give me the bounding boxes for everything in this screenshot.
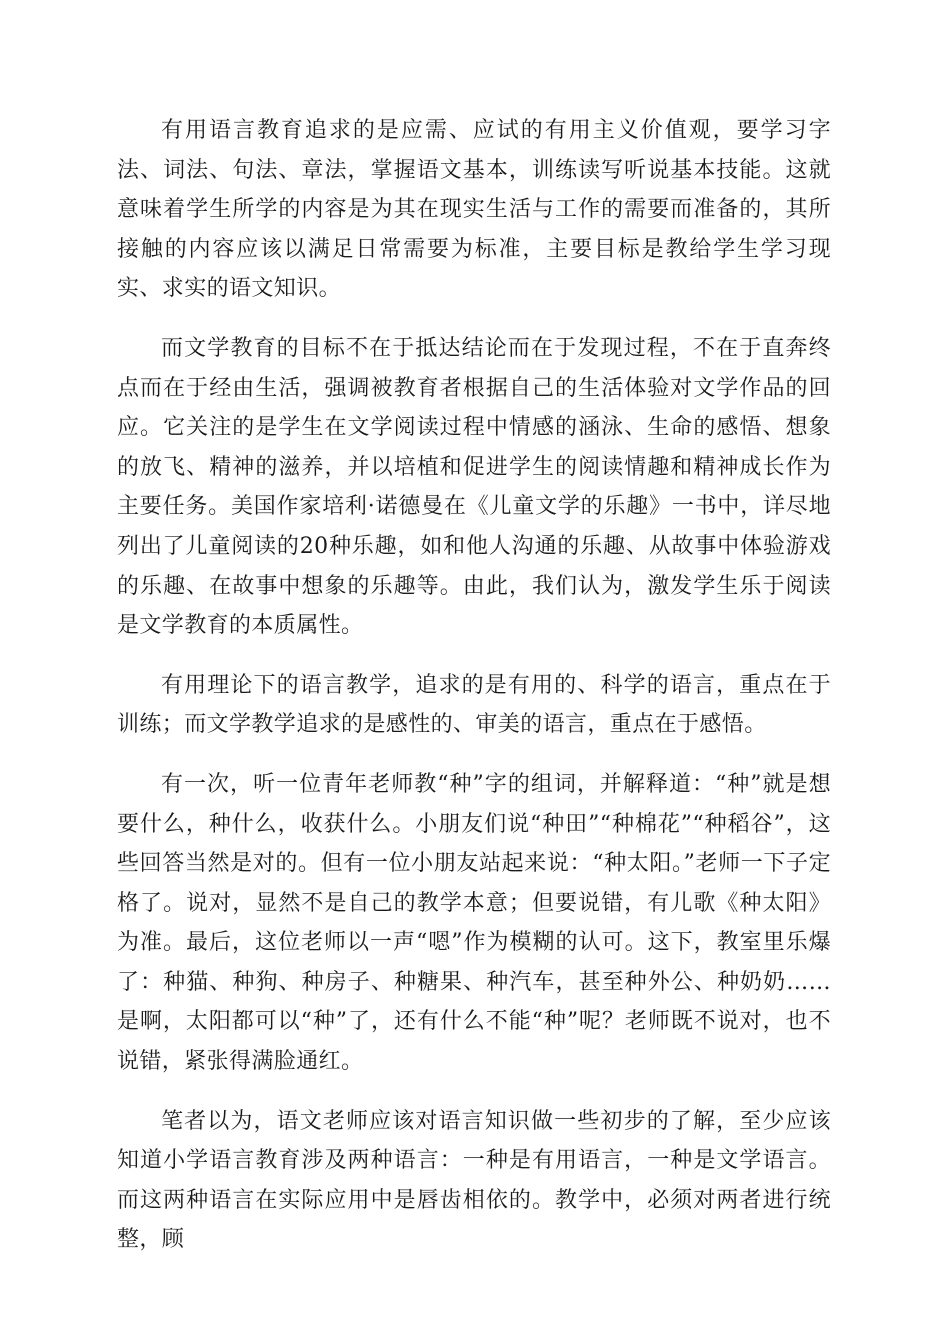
document-body bbox=[117, 111, 831, 1280]
paragraph: 笔者以为，语文老师应该对语言知识做一些初步的了解，至少应该知道小学语言教育涉及两种语言：一种是有用语言，一种是文学语言。而这两种语言在实际应用中是唇齿相依的。教学中，必须对两者进行统整，顾 bbox=[117, 1108, 831, 1253]
paragraph: 有用语言教育追求的是应需、应试的有用主义价值观，要学习字法、词法、句法、章法，掌握语文基本，训练读写听说基本技能。这就意味着学生所学的内容是为其在现实生活与工作的需要而准备的，其所接触的内容应该以满足日常需要为标准，主要目标是教给学生学习现实、求实的语文知识。 bbox=[117, 118, 831, 302]
paragraph: 而文学教育的目标不在于抵达结论而在于发现过程，不在于直奔终点而在于经由生活，强调被教育者根据自己的生活体验对文学作品的回应。它关注的是学生在文学阅读过程中情感的涵泳、生命的感悟、想象的放飞、精神的滋养，并以培植和促进学生的阅读情趣和精神成长作为主要任务。美国作家培利·诺德曼在《儿童文学的乐趣》一书中，详尽地列出了儿童阅读的20种乐趣，如和他人沟通的乐趣、从故事中体验游戏的乐趣、在故事中想象的乐趣等。由此，我们认为，激发学生乐于阅读是文学教育的本质属性。 bbox=[117, 335, 831, 639]
paragraph: 有一次，听一位青年老师教“种”字的组词，并解释道：“种”就是想要什么，种什么，收获什么。小朋友们说“种田”“种棉花”“种稻谷”，这些回答当然是对的。但有一位小朋友站起来说：“种太阳。”老师一下子定格了。说对，显然不是自己的教学本意；但要说错，有儿歌《种太阳》为准。最后，这位老师以一声“嗯”作为模糊的认可。这下，教室里乐爆了：种猫、种狗、种房子、种糖果、种汽车，甚至种外公、种奶奶……是啊，太阳都可以“种”了，还有什么不能“种”呢？老师既不说对，也不说错，紧张得满脸通红。 bbox=[117, 771, 831, 1075]
paragraph: 有用理论下的语言教学，追求的是有用的、科学的语言，重点在于训练；而文学教学追求的是感性的、审美的语言，重点在于感悟。 bbox=[117, 672, 831, 738]
